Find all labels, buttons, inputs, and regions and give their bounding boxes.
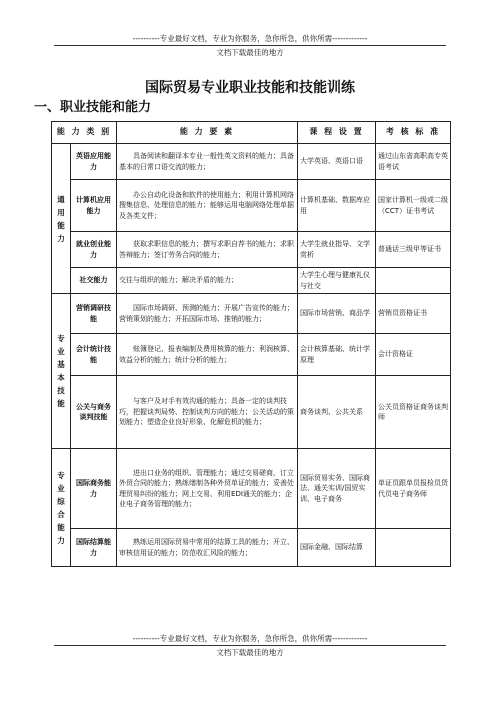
course: 计算机基础、数据库应用 xyxy=(298,180,376,232)
sub-category: 计算机应用能力 xyxy=(71,180,117,232)
standard: 会计资格证 xyxy=(376,334,451,376)
requirement: 与客户及对手有效沟通的能力；具备一定的谈判技巧，把握谈判局势、控制谈判方向的能力；公关活动的策划能力；塑造企业良好形象、化解危机的能力； xyxy=(117,376,298,449)
category-professional-basic xyxy=(52,294,71,449)
standard: 通过山东省高职高专英语考试 xyxy=(376,144,451,180)
header-standards: 考 核 标 准 xyxy=(376,122,451,144)
page-footer-line2: 文档下载最佳的地方 xyxy=(216,648,284,657)
category-char: 专 xyxy=(57,470,65,480)
category-char: 本 xyxy=(57,373,65,382)
document-title: 国际贸易专业职业技能和技能训练 xyxy=(145,80,355,96)
category-char: 技 xyxy=(57,386,65,395)
table-row xyxy=(52,334,451,376)
requirement: 账簿登记、报表编制及费用核算的能力；利润核算、效益分析的能力；统计分析的能力； xyxy=(117,334,298,376)
standard: 普通话三级甲等证书 xyxy=(376,232,451,268)
section-heading: 一、职业技能和能力 xyxy=(34,100,152,115)
category-char: 力 xyxy=(57,233,65,243)
page-footer-line1: ----------专业最好文档，专业为你服务，急你所急，供你所需------------- xyxy=(132,634,368,643)
category-char: 能 xyxy=(57,522,65,532)
course: 国际市场营销、商品学 xyxy=(298,294,376,334)
category-char: 通 xyxy=(57,194,65,204)
sub-category: 国际商务能力 xyxy=(71,449,117,529)
course: 大学生心理与健康礼仪与社交 xyxy=(298,268,376,294)
sub-category: 会计统计技能 xyxy=(71,334,117,376)
table-row xyxy=(52,144,451,180)
sub-category: 营销调研技能 xyxy=(71,294,117,334)
course: 大学生就业指导、文学赏析 xyxy=(298,232,376,268)
category-char: 综 xyxy=(57,496,65,506)
category-char: 基 xyxy=(57,360,65,369)
standard xyxy=(376,268,451,294)
table-row xyxy=(52,268,451,294)
standard: 单证员跟单员报检员货代员电子商务师 xyxy=(376,449,451,529)
header-category: 能 力 类 别 xyxy=(52,122,117,144)
category-char: 合 xyxy=(57,509,65,519)
sub-category: 公关与商务谈判技能 xyxy=(71,376,117,449)
table-row xyxy=(52,529,451,567)
category-char: 用 xyxy=(57,207,65,217)
page-header xyxy=(0,34,500,44)
category-char: 力 xyxy=(57,535,65,545)
sub-category: 就业创业能力 xyxy=(71,232,117,268)
skills-table xyxy=(51,121,451,567)
page-header-line2: 文档下载最佳的地方 xyxy=(216,48,284,57)
requirement: 具备阅读和翻译本专业一般性英文资料的能力；具备基本的日常口语交流的能力； xyxy=(117,144,298,180)
course: 大学英语、英语口语 xyxy=(298,144,376,180)
page-footer-sub xyxy=(0,648,500,658)
page-footer xyxy=(0,634,500,644)
table-row xyxy=(52,376,451,449)
course: 会计核算基础、统计学原理 xyxy=(298,334,376,376)
requirement: 熟练运用国际贸易中常用的结算工具的能力；开立、审核信用证的能力；防范收汇风险的能力； xyxy=(117,529,298,567)
standard: 国家计算机一级或二级（CCT）证书考试 xyxy=(376,180,451,232)
sub-category: 英语应用能力 xyxy=(71,144,117,180)
requirement: 办公自动化设备和软件的使用能力；利用计算机网络搜集信息、处理信息的能力；能够运用电脑网络处理单据及各类文件； xyxy=(117,180,298,232)
category-professional-comprehensive xyxy=(52,449,71,567)
sub-category: 国际结算能力 xyxy=(71,529,117,567)
standard xyxy=(376,529,451,567)
standard: 营销员资格证书 xyxy=(376,294,451,334)
course: 国际金融、国际结算 xyxy=(298,529,376,567)
page-header-line1: ----------专业最好文档，专业为你服务，急你所急，供你所需------------- xyxy=(132,34,368,43)
requirement: 交往与组织的能力；解决矛盾的能力； xyxy=(117,268,298,294)
header-divider xyxy=(54,45,446,46)
table-row xyxy=(52,449,451,529)
table-row xyxy=(52,232,451,268)
category-char: 业 xyxy=(57,483,65,493)
category-char: 专 xyxy=(57,334,65,343)
standard: 公关员资格证商务谈判师 xyxy=(376,376,451,449)
page-header-sub xyxy=(0,48,500,58)
requirement: 国际市场调研、预测的能力；开展广告宣传的能力；营销策划的能力；开拓国际市场、推销的能力； xyxy=(117,294,298,334)
category-char: 能 xyxy=(57,399,65,408)
course: 商务谈判、公共关系 xyxy=(298,376,376,449)
category-char: 业 xyxy=(57,347,65,356)
table-row xyxy=(52,294,451,334)
requirement: 获取求职信息的能力；撰写求职自荐书的能力；求职答辩能力；签订劳务合同的能力； xyxy=(117,232,298,268)
header-courses: 课 程 设 置 xyxy=(298,122,376,144)
table-row xyxy=(52,180,451,232)
course: 国际贸易实务、国际商法、通关实训/国贸实训、电子商务 xyxy=(298,449,376,529)
footer-divider xyxy=(54,645,446,646)
category-char: 能 xyxy=(57,220,65,230)
category-general xyxy=(52,144,71,294)
table-header-row xyxy=(52,122,451,144)
header-elements: 能 力 要 素 xyxy=(117,122,298,144)
sub-category: 社交能力 xyxy=(71,268,117,294)
requirement: 进出口业务的组织、管理能力；通过交易磋商，订立外贸合同的能力；熟练缮制各种外贸单证的能力；妥善处理贸易纠纷的能力；网上交易、利用EDI通关的能力；企业电子商务管理的能力； xyxy=(117,449,298,529)
